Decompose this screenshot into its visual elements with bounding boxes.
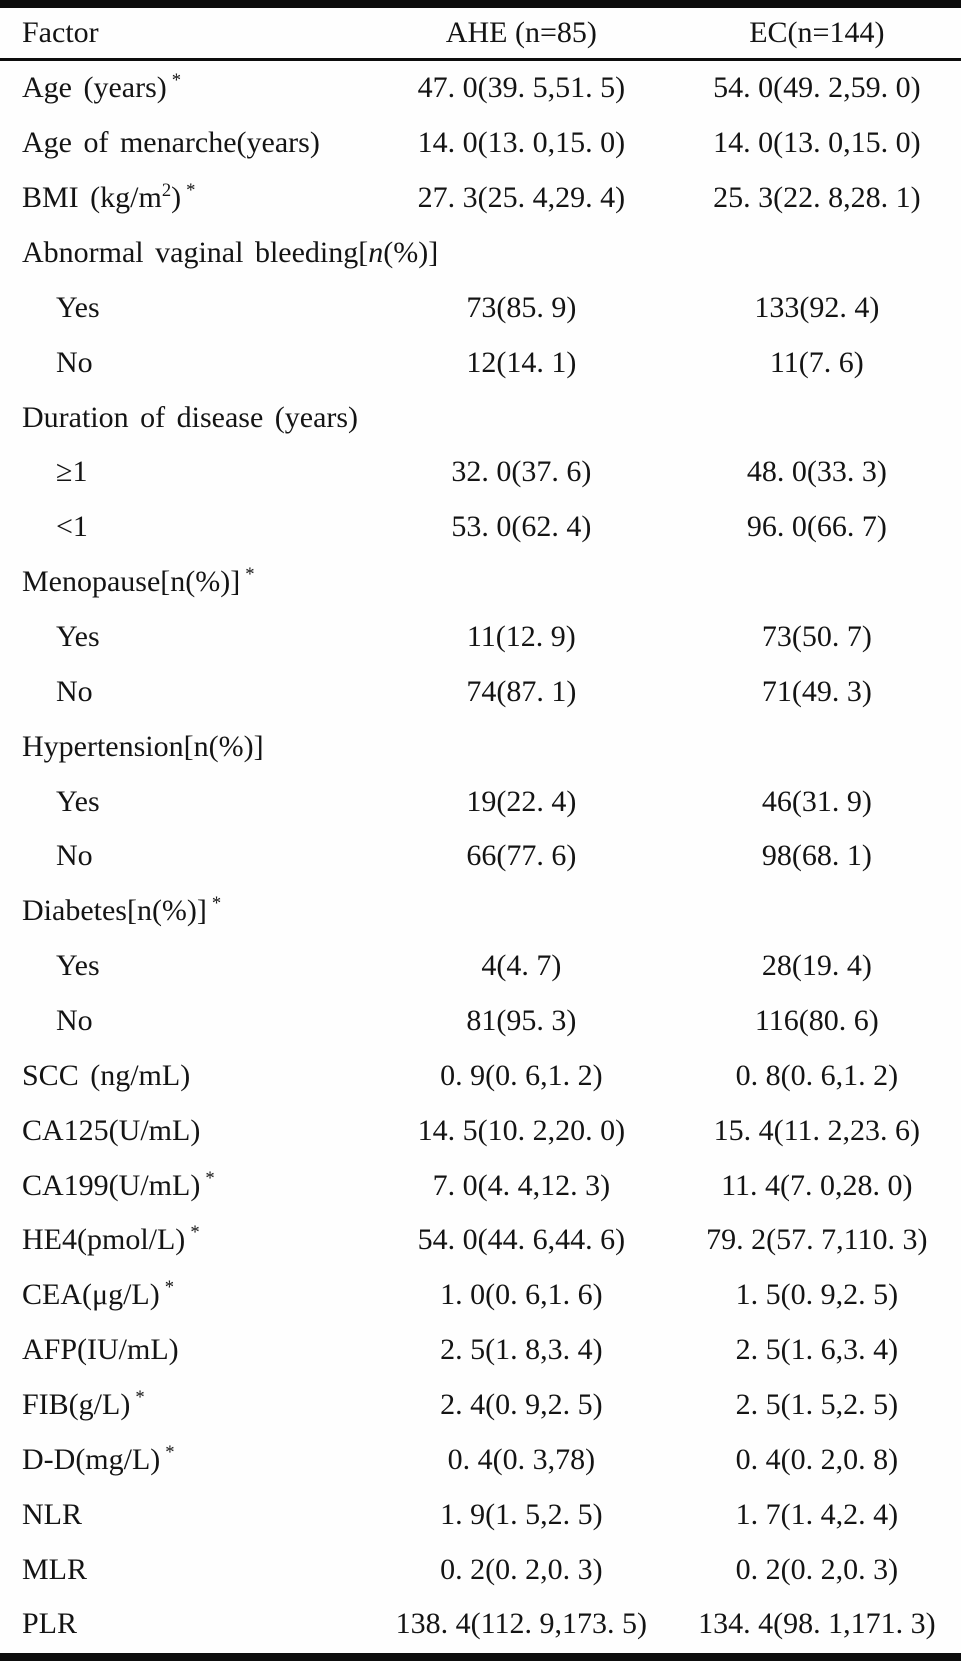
factor-cell: SCC (ng/mL) [22, 1058, 191, 1092]
factor-cell: Yes [56, 290, 100, 324]
table-row [0, 116, 961, 171]
table-row [0, 280, 961, 335]
ahe-value-cell: 74(87. 1) [466, 674, 577, 708]
ahe-value-cell: 4(4. 7) [481, 949, 562, 983]
ahe-value-cell: 32. 0(37. 6) [451, 455, 592, 489]
ahe-value-cell: 0. 4(0. 3,78) [447, 1442, 596, 1476]
factor-cell: MLR [22, 1552, 88, 1586]
factor-cell: No [56, 674, 93, 708]
factor-cell: PLR [22, 1607, 78, 1641]
ec-value-cell: 96. 0(66. 7) [746, 510, 887, 544]
header-factor: Factor [22, 16, 99, 49]
table-row [0, 719, 961, 774]
table-row [0, 829, 961, 884]
factor-cell: CEA(μg/L) * [22, 1277, 175, 1312]
ahe-value-cell: 54. 0(44. 6,44. 6) [417, 1223, 626, 1257]
ec-value-cell: 15. 4(11. 2,23. 6) [713, 1113, 921, 1147]
table-row [0, 171, 961, 226]
factor-cell: No [56, 345, 93, 379]
ec-value-cell: 79. 2(57. 7,110. 3) [706, 1223, 928, 1257]
ec-value-cell: 48. 0(33. 3) [746, 455, 887, 489]
table-row [0, 1158, 961, 1213]
table-row [0, 445, 961, 500]
ahe-value-cell: 0. 9(0. 6,1. 2) [440, 1058, 603, 1092]
ec-value-cell: 98(68. 1) [761, 839, 872, 873]
table-row [0, 1103, 961, 1158]
ahe-value-cell: 14. 0(13. 0,15. 0) [417, 126, 626, 160]
factor-cell: HE4(pmol/L) * [22, 1222, 200, 1257]
table-row [0, 1597, 961, 1652]
factor-cell: Age of menarche(years) [22, 126, 320, 160]
header-ec-group: EC(n=144) [749, 16, 885, 49]
ec-value-cell: 0. 8(0. 6,1. 2) [735, 1058, 899, 1092]
ahe-value-cell: 138. 4(112. 9,173. 5) [395, 1607, 648, 1641]
factor-cell: Age (years) * [22, 70, 182, 105]
table-row [0, 1432, 961, 1487]
table-row [0, 939, 961, 994]
table-row [0, 664, 961, 719]
factor-cell: AFP(IU/mL) [22, 1333, 179, 1367]
ec-value-cell: 46(31. 9) [761, 784, 872, 818]
table-row [0, 1378, 961, 1433]
ahe-value-cell: 1. 9(1. 5,2. 5) [440, 1497, 603, 1531]
ahe-value-cell: 47. 0(39. 5,51. 5) [417, 71, 626, 105]
table-row [0, 335, 961, 390]
table-header-row [0, 8, 961, 61]
ahe-value-cell: 0. 2(0. 2,0. 3) [440, 1552, 603, 1586]
factor-cell: NLR [22, 1497, 82, 1531]
ec-value-cell: 11(7. 6) [769, 345, 864, 379]
factor-cell: Menopause[n(%)] * [22, 564, 255, 599]
factor-cell: Yes [56, 620, 100, 654]
table-row [0, 994, 961, 1049]
table-row [0, 610, 961, 665]
ec-value-cell: 54. 0(49. 2,59. 0) [713, 71, 921, 105]
factor-cell: ≥1 [56, 455, 88, 489]
ec-value-cell: 14. 0(13. 0,15. 0) [713, 126, 921, 160]
ahe-value-cell: 11(12. 9) [466, 620, 576, 654]
ahe-value-cell: 1. 0(0. 6,1. 6) [440, 1278, 603, 1312]
table-row [0, 555, 961, 610]
ec-value-cell: 0. 2(0. 2,0. 3) [735, 1552, 899, 1586]
factor-cell: No [56, 1004, 93, 1038]
ahe-value-cell: 7. 0(4. 4,12. 3) [432, 1168, 611, 1202]
table-row [0, 390, 961, 445]
factor-cell: CA199(U/mL) * [22, 1167, 215, 1202]
table-row [0, 1542, 961, 1597]
ahe-value-cell: 14. 5(10. 2,20. 0) [417, 1113, 626, 1147]
table-row [0, 1268, 961, 1323]
ahe-value-cell: 19(22. 4) [466, 784, 577, 818]
ahe-value-cell: 66(77. 6) [466, 839, 577, 873]
factor-cell: No [56, 839, 93, 873]
table-row [0, 884, 961, 939]
ahe-value-cell: 12(14. 1) [466, 345, 577, 379]
ahe-value-cell: 53. 0(62. 4) [451, 510, 592, 544]
factor-cell: Diabetes[n(%)] * [22, 893, 222, 928]
ahe-value-cell: 73(85. 9) [466, 290, 577, 324]
ec-value-cell: 134. 4(98. 1,171. 3) [698, 1607, 936, 1641]
factor-cell: Hypertension[n(%)] [22, 729, 264, 763]
factor-cell: <1 [56, 510, 88, 544]
factor-cell: CA125(U/mL) [22, 1113, 201, 1147]
ec-value-cell: 28(19. 4) [761, 949, 872, 983]
ec-value-cell: 73(50. 7) [761, 620, 872, 654]
table-row [0, 500, 961, 555]
factor-cell: Abnormal vaginal bleeding[n(%)] [22, 236, 439, 269]
header-ahe-group: AHE (n=85) [445, 16, 597, 49]
ahe-value-cell: 27. 3(25. 4,29. 4) [417, 181, 626, 215]
table-row [0, 1323, 961, 1378]
ahe-value-cell: 2. 5(1. 8,3. 4) [440, 1333, 603, 1367]
ahe-value-cell: 2. 4(0. 9,2. 5) [440, 1388, 603, 1422]
ec-value-cell: 1. 7(1. 4,2. 4) [735, 1497, 899, 1531]
ec-value-cell: 71(49. 3) [761, 674, 872, 708]
table-row [0, 226, 961, 281]
ec-value-cell: 2. 5(1. 5,2. 5) [735, 1388, 899, 1422]
ec-value-cell: 133(92. 4) [754, 290, 880, 324]
ec-value-cell: 2. 5(1. 6,3. 4) [735, 1333, 899, 1367]
factor-cell: D-D(mg/L) * [22, 1441, 175, 1476]
factor-cell: Duration of disease (years) [22, 400, 359, 434]
table-row [0, 774, 961, 829]
factor-cell: FIB(g/L) * [22, 1387, 145, 1422]
table-row [0, 1487, 961, 1542]
factor-cell: BMI $(kg/m^2)$ * [22, 180, 196, 215]
ec-value-cell: 1. 5(0. 9,2. 5) [735, 1278, 899, 1312]
table-row [0, 61, 961, 116]
factor-cell: Yes [56, 949, 100, 983]
ec-value-cell: 0. 4(0. 2,0. 8) [735, 1442, 899, 1476]
ec-value-cell: 116(80. 6) [754, 1004, 879, 1038]
ahe-value-cell: 81(95. 3) [466, 1004, 577, 1038]
ec-value-cell: 25. 3(22. 8,28. 1) [713, 181, 921, 215]
table-body [0, 61, 961, 1653]
factor-cell: Yes [56, 784, 100, 818]
table-row [0, 1213, 961, 1268]
table-row [0, 1048, 961, 1103]
ec-value-cell: 11. 4(7. 0,28. 0) [721, 1168, 913, 1202]
